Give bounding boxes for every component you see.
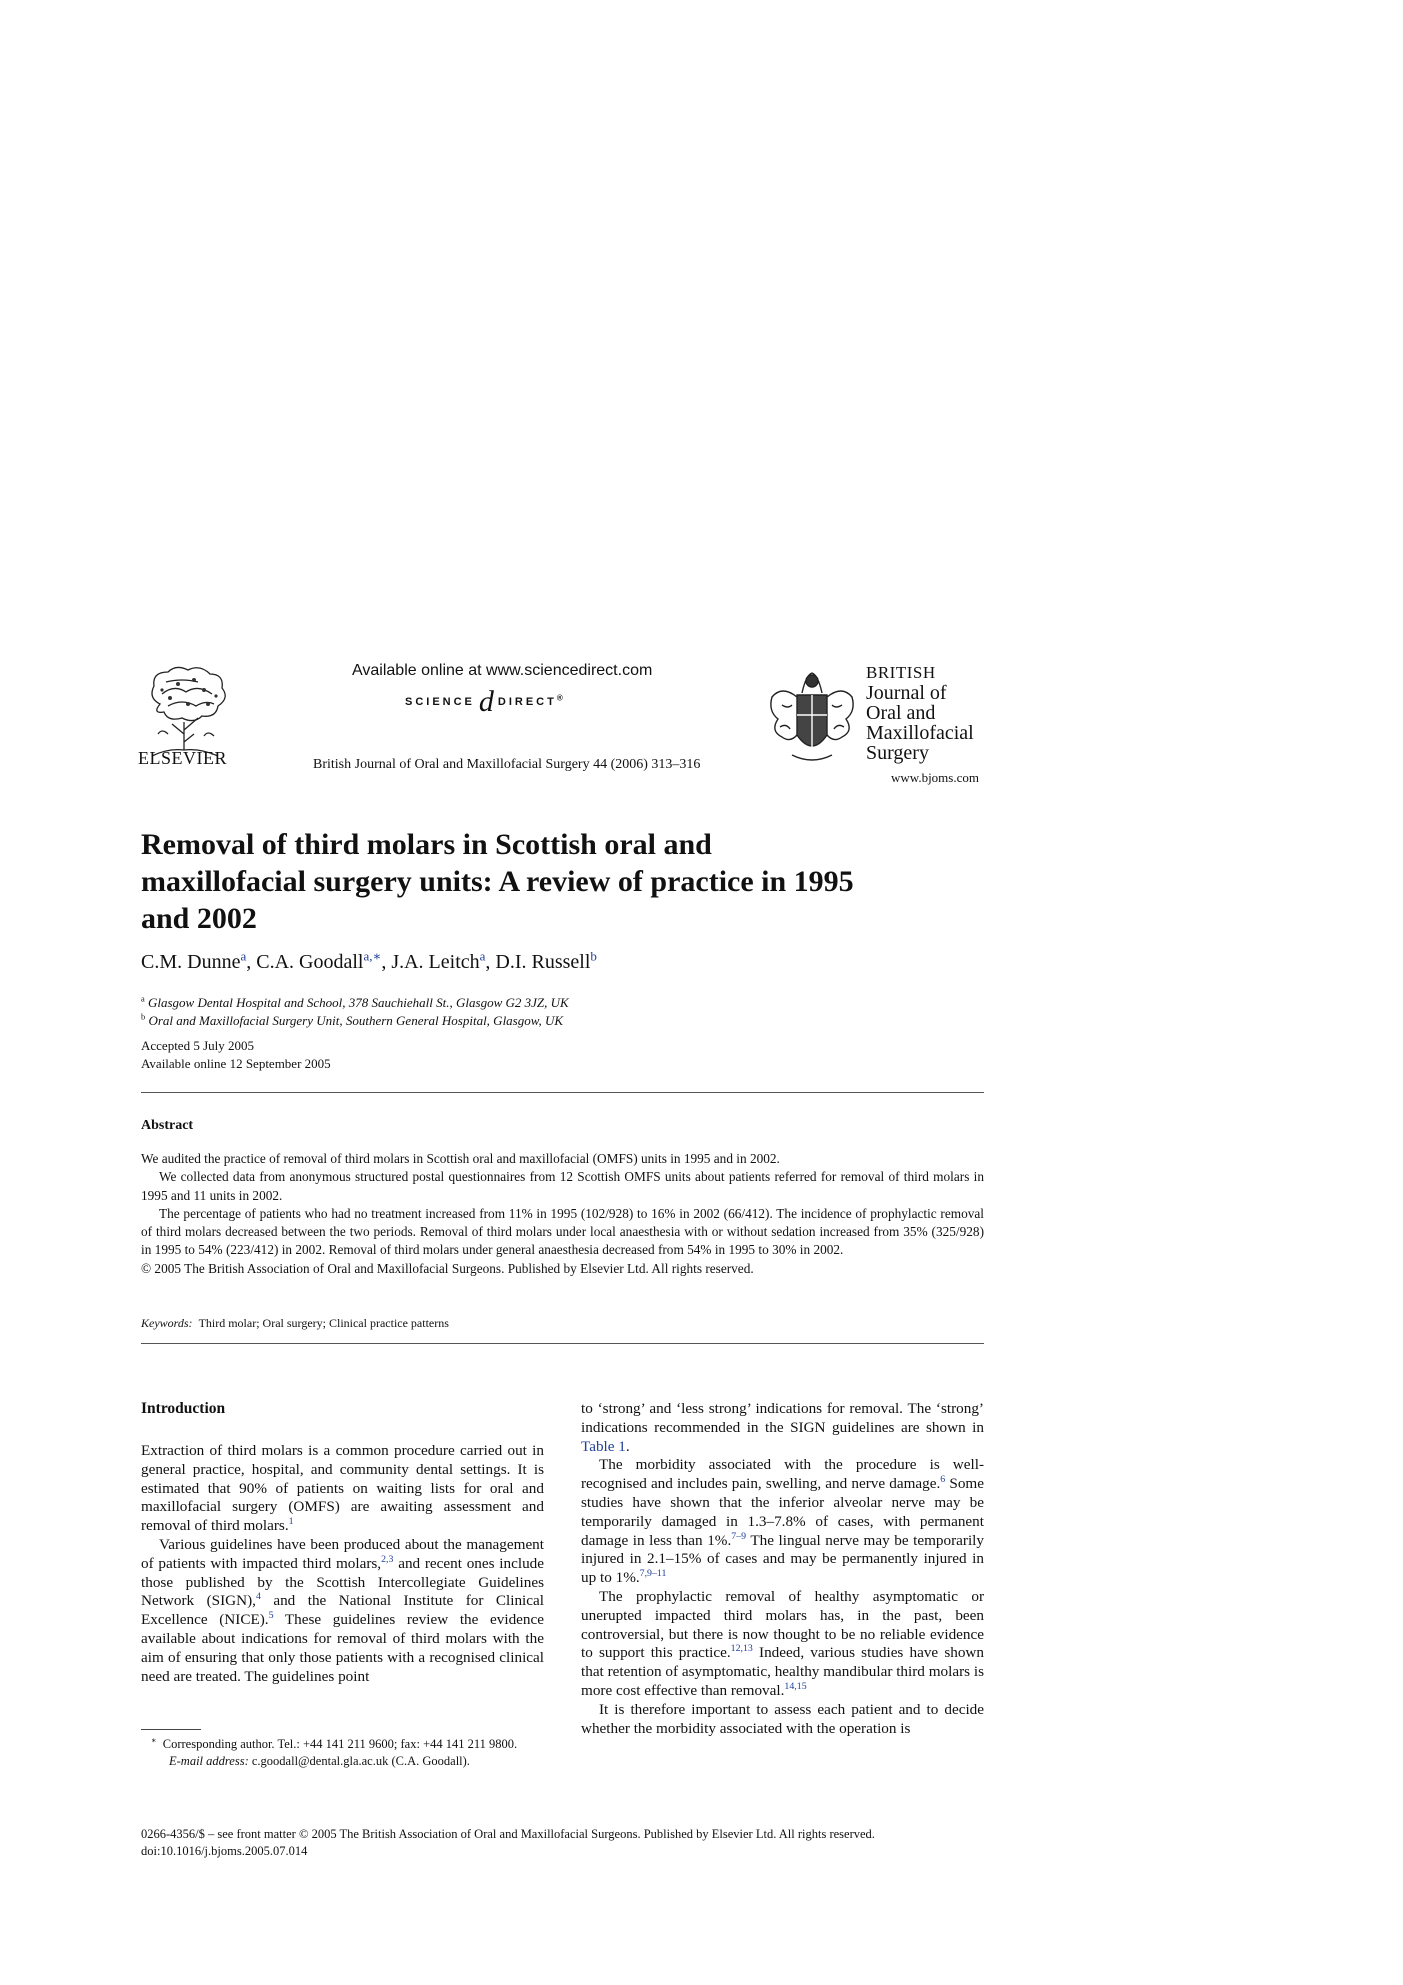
article-title: Removal of third molars in Scottish oral and maxillofacial surgery units: A review of practice in 1995 and 2002 [141, 828, 854, 935]
affiliation-mark: b [141, 1011, 146, 1022]
sd-left: SCIENCE [405, 695, 475, 708]
footnote-email-line [141, 1753, 551, 1770]
author-name[interactable]: C.A. Goodall [256, 951, 364, 973]
sd-registered-mark: ® [556, 693, 566, 703]
author-name[interactable]: J.A. Leitch [391, 951, 480, 973]
doi-line[interactable]: doi:10.1016/j.bjoms.2005.07.014 [141, 1844, 308, 1858]
body-column-right [581, 1400, 984, 1738]
footnote-rule [141, 1729, 201, 1730]
body-paragraph: The morbidity associated with the procedure is well-recognised and includes pain, swelling, and nerve damage.$^6$ Some studies have shown that the inferior alveolar nerve may be temporarily damaged in 1.3–7.8% of cases, with permanent damage in less than 1%.$^{7-9}$ The lingual nerve may be temporarily injured in 2.1–15% of cases and may be permanently injured in up to 1%.$^{7,9-11}$ [581, 1456, 984, 1587]
affiliation-text: Glasgow Dental Hospital and School, 378 Sauchiehall St., Glasgow G2 3JZ, UK [148, 995, 569, 1010]
author-name[interactable]: C.M. Dunne [141, 951, 241, 973]
reference-link[interactable]: 2,3 [381, 1553, 394, 1565]
reference-link[interactable]: 12,13 [730, 1643, 753, 1655]
corresponding-author-footnote [141, 1736, 551, 1770]
footnote-line: ∗ Corresponding author. Tel.: +44 141 211 9600; fax: +44 141 211 9800. [151, 1735, 518, 1751]
bjoms-line-british: BRITISH [866, 663, 936, 682]
body-column-left [141, 1442, 544, 1686]
affiliation-mark: a [141, 993, 145, 1004]
available-date: Available online 12 September 2005 [141, 1056, 331, 1071]
sd-d-mark: d [478, 685, 494, 718]
issn-line: 0266-4356/$ – see front matter © 2005 The British Association of Oral and Maxillofacial Surgeons. Published by Elsevier Ltd. All rights reserved. [141, 1827, 875, 1841]
bjoms-url[interactable]: www.bjoms.com [891, 770, 979, 785]
table-1-link[interactable]: Table 1 [581, 1437, 626, 1455]
email-address[interactable]: c.goodall@dental.gla.ac.uk (C.A. Goodall). [251, 1754, 470, 1768]
author-affiliation-mark[interactable]: b [590, 948, 597, 964]
abstract-paragraph: We audited the practice of removal of third molars in Scottish oral and maxillofacial (OMFS) units in 1995 and in 2002. [141, 1151, 780, 1166]
reference-link[interactable]: 1 [288, 1516, 294, 1528]
reference-link[interactable]: 4 [255, 1591, 261, 1603]
bjoms-line-oral: Oral and [866, 702, 936, 724]
reference-link[interactable]: 6 [940, 1474, 946, 1486]
affiliations [141, 994, 569, 1030]
keywords [141, 1316, 449, 1331]
affiliation-item [141, 1012, 569, 1030]
reference-link[interactable]: 14,15 [784, 1680, 807, 1692]
abstract-bottom-rule [141, 1343, 984, 1344]
bjoms-line-maxillofacial: Maxillofacial [866, 722, 974, 744]
journal-citation: British Journal of Oral and Maxillofacial Surgery 44 (2006) 313–316 [313, 757, 701, 772]
accepted-date: Accepted 5 July 2005 [141, 1038, 255, 1053]
abstract-heading: Abstract [141, 1118, 194, 1133]
available-online-text: Available online at www.sciencedirect.com [352, 662, 653, 679]
front-matter-footer [141, 1826, 875, 1860]
author-affiliation-mark[interactable]: a,∗ [363, 948, 382, 964]
abstract-copyright: © 2005 The British Association of Oral and Maxillofacial Surgeons. Published by Elsevier Ltd. All rights reserved. [141, 1260, 754, 1276]
abstract-top-rule [141, 1092, 984, 1093]
body-paragraph: The prophylactic removal of healthy asymptomatic or unerupted impacted third molars has, in the past, been controversial, but there is now thought to be no reliable evidence to support this practice.$^{12,13}$ Indeed, various studies have shown that retention of asymptomatic, healthy mandibular third molars is more cost effective than removal.$^{14,15}$ [581, 1587, 984, 1699]
affiliation-item [141, 994, 569, 1012]
body-paragraph: It is therefore important to assess each patient and to decide whether the morbidity associated with the operation is [581, 1700, 984, 1737]
sd-right: DIRECT [497, 695, 557, 708]
bjoms-journal-title [866, 663, 974, 763]
bjoms-line-journal: Journal of [866, 682, 947, 704]
abstract-paragraph: We collected data from anonymous structured postal questionnaires from 12 Scottish OMFS units about patients referred for removal of third molars in 1995 and 11 units in 2002. [141, 1169, 984, 1203]
keywords-label: Keywords: [141, 1316, 193, 1330]
reference-link[interactable]: 7,9–11 [639, 1568, 667, 1580]
body-paragraph: Extraction of third molars is a common procedure carried out in general practice, hospital, and community dental settings. It is estimated that 90% of patients on waiting lists for oral and maxillofacial surgery (OMFS) are awaiting assessment and removal of third molars.$^1$ [141, 1442, 544, 1535]
bjoms-line-surgery: Surgery [866, 742, 929, 764]
body-paragraph: Various guidelines have been produced about the management of patients with impacted third molars,$^{2,3}$ and recent ones include those published by the Scottish Intercollegiate Guidelines Network (SIGN),$^4$ and the National Institute for Clinical Excellence (NICE).$^5$ These guidelines review the evidence available about indications for removal of third molars with the aim of ensuring that only those patients with a recognised clinical need are treated. The guidelines point [141, 1535, 544, 1685]
article-dates [141, 1037, 331, 1073]
abstract-body [141, 1150, 984, 1278]
reference-link[interactable]: 5 [268, 1610, 274, 1622]
abstract-paragraph: The percentage of patients who had no treatment increased from 11% in 1995 (102/928) to 16% in 2002 (66/412). The incidence of prophylactic removal of third molars decreased between the two periods. Removal of third molars under local anaesthesia with or without sedation increased from 35% (325/928) in 1995 to 54% (223/412) in 2002. Removal of third molars under general anaesthesia decreased from 54% in 1995 to 30% in 2002. [141, 1205, 984, 1258]
affiliation-text: Oral and Maxillofacial Surgery Unit, Southern General Hospital, Glasgow, UK [148, 1013, 564, 1028]
author-affiliation-mark[interactable]: a [240, 948, 247, 964]
bjoms-crest-icon [762, 665, 862, 770]
sciencedirect-logo [405, 685, 566, 719]
author-affiliation-mark[interactable]: a [479, 948, 486, 964]
footnote-mark: ∗ [151, 1735, 157, 1745]
email-label: E-mail address: [169, 1754, 249, 1768]
elsevier-wordmark: ELSEVIER [138, 748, 227, 768]
body-paragraph: to ‘strong’ and ‘less strong’ indications for removal. The ‘strong’ indications recommended in the SIGN guidelines are shown in Table 1. [581, 1400, 984, 1455]
introduction-heading: Introduction [141, 1400, 226, 1417]
author-name[interactable]: D.I. Russell [495, 951, 591, 973]
keywords-text: Third molar; Oral surgery; Clinical practice patterns [198, 1316, 449, 1330]
reference-link[interactable]: 7–9 [731, 1530, 747, 1542]
author-list: C.M. Dunne$^a$, C.A. Goodall$^{a,∗}$, J.A. Leitch$^a$, D.I. Russell$^b$ [141, 948, 597, 973]
